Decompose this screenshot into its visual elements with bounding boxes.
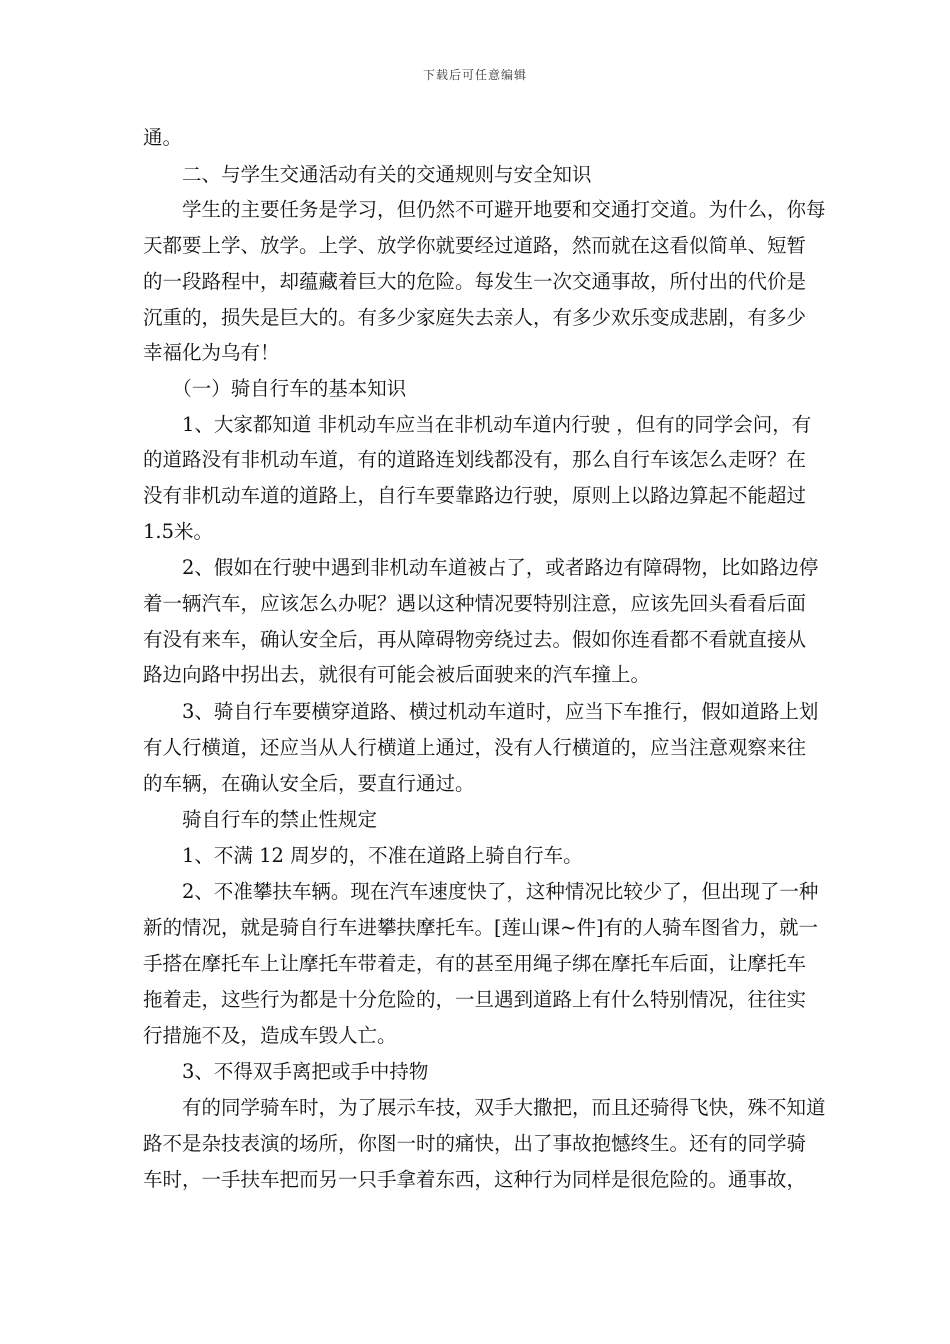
- text-line: 路不是杂技表演的场所，你图一时的痛快，出了事故抱憾终生。还有的同学骑: [143, 1132, 807, 1155]
- text-line: 2、不准攀扶车辆。现在汽车速度快了，这种情况比较少了，但出现了一种: [143, 880, 819, 903]
- text-line: 路边向路中拐出去，就很有可能会被后面驶来的汽车撞上。: [143, 663, 651, 686]
- text-line: 的道路没有非机动车道，有的道路连划线都没有，那么自行车该怎么走呀？在: [143, 448, 807, 471]
- text-line: 1.5米。: [143, 520, 214, 543]
- text-line: 幸福化为乌有！: [143, 341, 280, 364]
- text-line: 新的情况，就是骑自行车进攀扶摩托车。[莲山课~件]有的人骑车图省力，就一: [143, 916, 819, 939]
- page-header: 下载后可任意编辑: [422, 68, 527, 82]
- text-line: 沉重的，损失是巨大的。有多少家庭失去亲人，有多少欢乐变成悲剧，有多少: [143, 306, 807, 329]
- text-line: 有没有来车，确认安全后，再从障碍物旁绕过去。假如你连看都不看就直接从: [143, 628, 807, 651]
- text-line: 着一辆汽车，应该怎么办呢？遇以这种情况要特别注意，应该先回头看看后面: [143, 592, 807, 615]
- text-line: 没有非机动车道的道路上，自行车要靠路边行驶，原则上以路边算起不能超过: [143, 484, 807, 507]
- text-line: 手搭在摩托车上让摩托车带着走，有的甚至用绳子绑在摩托车后面，让摩托车: [143, 952, 807, 975]
- text-line: 3、不得双手离把或手中持物: [143, 1060, 429, 1083]
- text-line: 1、不满 12 周岁的，不准在道路上骑自行车。: [143, 844, 583, 867]
- text-line: 学生的主要任务是学习，但仍然不可避开地要和交通打交道。为什么，你每: [143, 198, 826, 221]
- text-line: 拖着走，这些行为都是十分危险的，一旦遇到道路上有什么特别情况，往往实: [143, 988, 807, 1011]
- text-line: 车时，一手扶车把而另一只手拿着东西，这种行为同样是很危险的。通事故，: [143, 1168, 807, 1191]
- text-line: 的车辆，在确认安全后，要直行通过。: [143, 772, 475, 795]
- text-line: 的一段路程中，却蕴藏着巨大的危险。每发生一次交通事故，所付出的代价是: [143, 270, 807, 293]
- text-line: 二、与学生交通活动有关的交通规则与安全知识: [143, 163, 592, 186]
- text-line: 有的同学骑车时，为了展示车技，双手大撒把，而且还骑得飞快，殊不知道: [143, 1096, 826, 1119]
- text-line: 骑自行车的禁止性规定: [143, 808, 378, 831]
- text-line: 3、骑自行车要横穿道路、横过机动车道时，应当下车推行，假如道路上划: [143, 700, 819, 723]
- text-line: 通。: [143, 126, 183, 149]
- text-line: 2、假如在行驶中遇到非机动车道被占了，或者路边有障碍物，比如路边停: [143, 556, 819, 579]
- text-line: 行措施不及，造成车毁人亡。: [143, 1024, 397, 1047]
- text-line: 天都要上学、放学。上学、放学你就要经过道路，然而就在这看似简单、短暂: [143, 234, 807, 257]
- text-line: 有人行横道，还应当从人行横道上通过，没有人行横道的，应当注意观察来往: [143, 736, 807, 759]
- text-line: （一）骑自行车的基本知识: [143, 377, 407, 400]
- text-line: 1、大家都知道 非机动车应当在非机动车道内行驶 ，但有的同学会问，有: [143, 413, 812, 436]
